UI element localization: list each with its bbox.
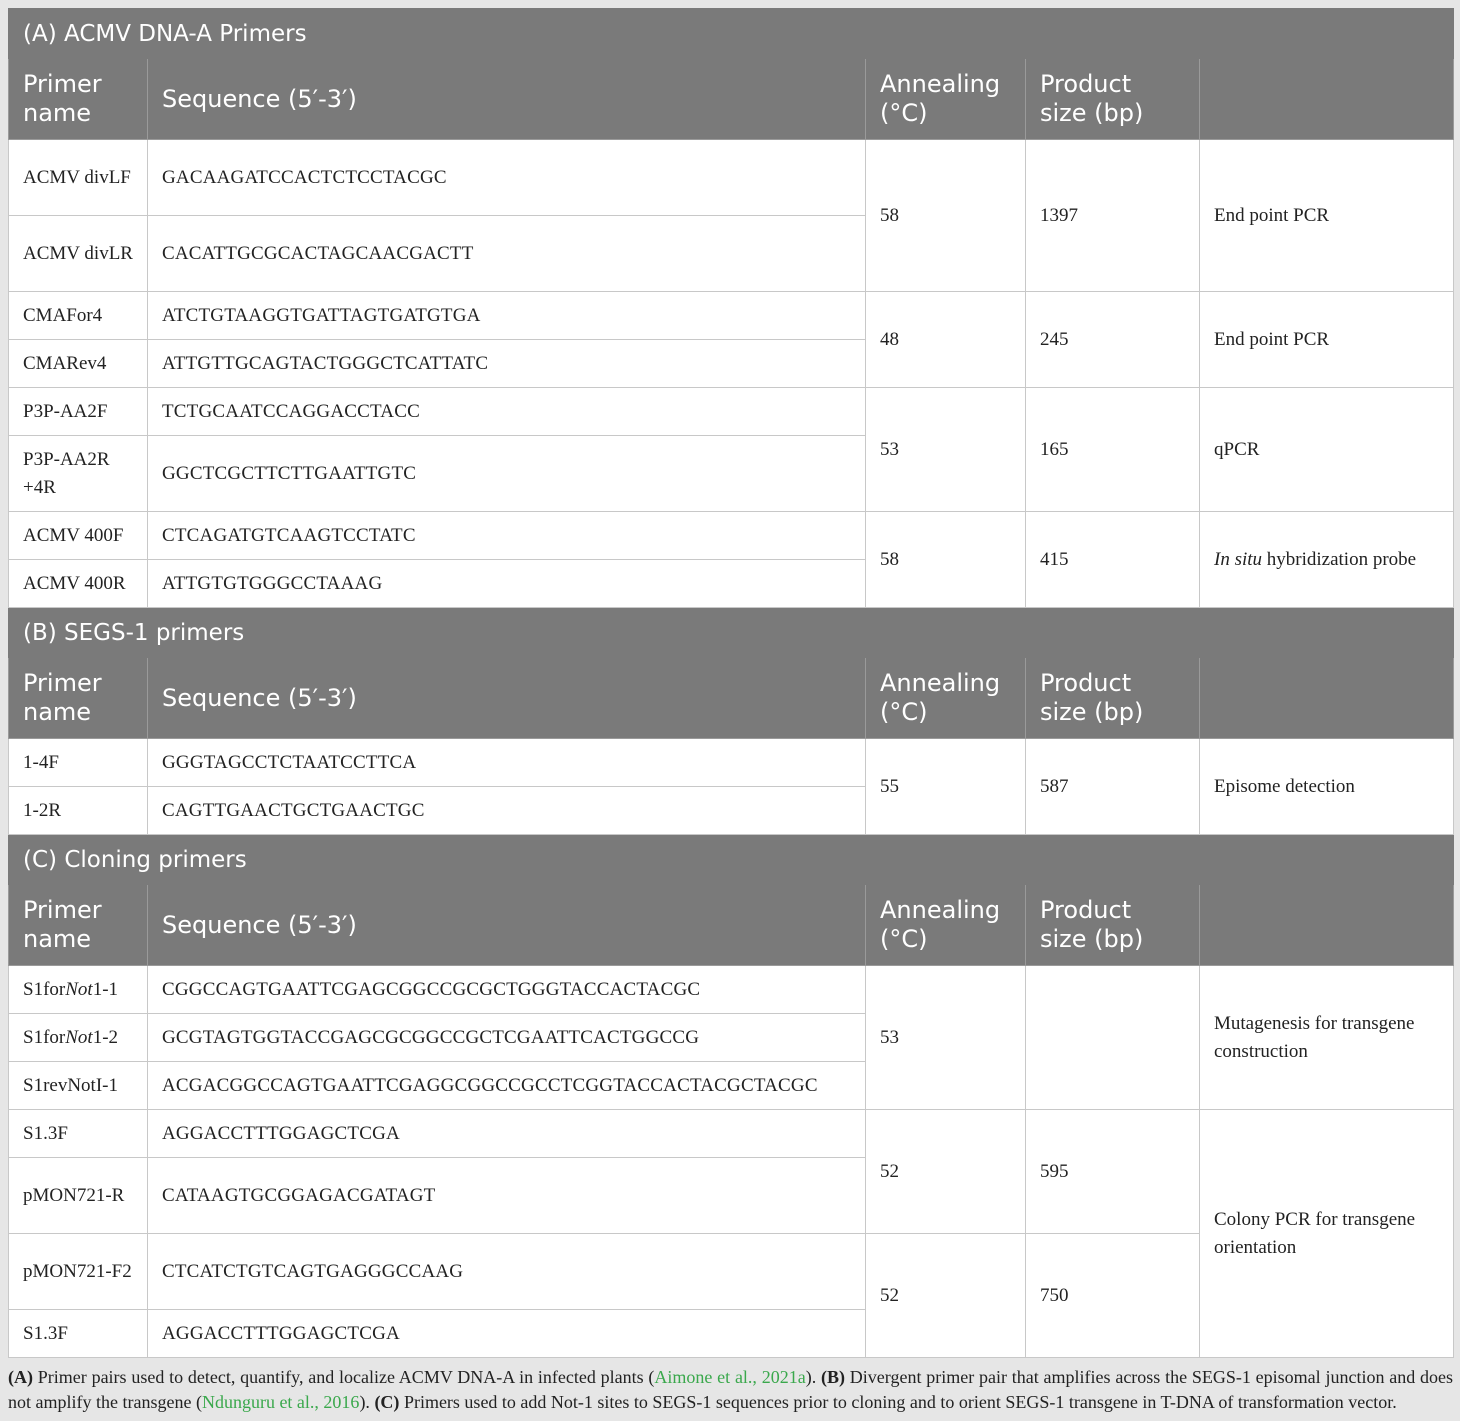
product-size: 245 xyxy=(1026,292,1200,388)
header-annealing: Annealing (°C) xyxy=(866,658,1026,739)
section-title: (C) Cloning primers xyxy=(9,835,1454,885)
header-annealing: Annealing (°C) xyxy=(866,59,1026,140)
annealing-temp: 58 xyxy=(866,140,1026,292)
header-use xyxy=(1200,658,1454,739)
table-row xyxy=(9,292,1454,340)
primer-use: Episome detection xyxy=(1200,739,1454,835)
primer-use-text: hybridization probe xyxy=(1266,548,1417,570)
table-row xyxy=(9,388,1454,436)
header-product-size: Product size (bp) xyxy=(1026,658,1200,739)
primer-sequence: ATTGTTGCAGTACTGGGCTCATTATC xyxy=(148,340,866,388)
header-use xyxy=(1200,59,1454,140)
primer-sequence: CTCAGATGTCAAGTCCTATC xyxy=(148,512,866,560)
header-primer-name: Primer name xyxy=(9,885,148,966)
product-size: 1397 xyxy=(1026,140,1200,292)
product-size: 415 xyxy=(1026,512,1200,608)
footnote-text: Primer pairs used to detect, quantify, and localize ACMV DNA-A in infected plants ( xyxy=(33,1367,655,1387)
primer-use: Colony PCR for transgene orientation xyxy=(1200,1110,1454,1358)
primer-name: P3P-AA2R +4R xyxy=(9,436,148,512)
primer-sequence: AGGACCTTTGGAGCTCGA xyxy=(148,1310,866,1358)
product-size: 165 xyxy=(1026,388,1200,512)
header-sequence: Sequence (5′-3′) xyxy=(148,885,866,966)
annealing-temp: 48 xyxy=(866,292,1026,388)
primer-sequence: GACAAGATCCACTCTCCTACGC xyxy=(148,140,866,216)
primer-name: ACMV divLF xyxy=(9,140,148,216)
primer-use: qPCR xyxy=(1200,388,1454,512)
primer-name-italic: Not xyxy=(65,1026,93,1048)
footnote-text: Divergent primer pair that amplifies across the SEGS-1 episomal junction and does not amplify the transgene ( xyxy=(8,1367,1454,1412)
primer-name: pMON721-F2 xyxy=(9,1234,148,1310)
primer-sequence: CATAAGTGCGGAGACGATAGT xyxy=(148,1158,866,1234)
footnote-label: (A) xyxy=(8,1367,33,1387)
table-footnote xyxy=(8,1365,1453,1415)
header-use xyxy=(1200,885,1454,966)
primer-name: 1-2R xyxy=(9,787,148,835)
table-row xyxy=(9,140,1454,216)
primer-name: CMAFor4 xyxy=(9,292,148,340)
primer-name-italic: Not xyxy=(65,978,93,1000)
primer-name: ACMV 400F xyxy=(9,512,148,560)
section-c-title-row xyxy=(9,835,1454,885)
header-primer-name: Primer name xyxy=(9,658,148,739)
annealing-temp: 52 xyxy=(866,1110,1026,1234)
primer-sequence: GCGTAGTGGTACCGAGCGCGGCCGCTCGAATTCACTGGCCG xyxy=(148,1014,866,1062)
primer-sequence: ACGACGGCCAGTGAATTCGAGGCGGCCGCCTCGGTACCACTACGCTACGC xyxy=(148,1062,866,1110)
column-header-row xyxy=(9,658,1454,739)
primer-name: CMARev4 xyxy=(9,340,148,388)
primer-name: ACMV 400R xyxy=(9,560,148,608)
section-title: (A) ACMV DNA-A Primers xyxy=(9,9,1454,59)
header-sequence: Sequence (5′-3′) xyxy=(148,59,866,140)
primer-sequence: GGGTAGCCTCTAATCCTTCA xyxy=(148,739,866,787)
annealing-temp: 53 xyxy=(866,966,1026,1110)
header-annealing: Annealing (°C) xyxy=(866,885,1026,966)
header-product-size: Product size (bp) xyxy=(1026,59,1200,140)
primer-use xyxy=(1200,512,1454,608)
annealing-temp: 53 xyxy=(866,388,1026,512)
primer-name: ACMV divLR xyxy=(9,216,148,292)
footnote-text: ). xyxy=(359,1392,375,1412)
column-header-row xyxy=(9,885,1454,966)
product-size: 750 xyxy=(1026,1234,1200,1358)
header-sequence: Sequence (5′-3′) xyxy=(148,658,866,739)
table-row xyxy=(9,1110,1454,1158)
table-row xyxy=(9,966,1454,1014)
annealing-temp: 52 xyxy=(866,1234,1026,1358)
primer-sequence: ATTGTGTGGGCCTAAAG xyxy=(148,560,866,608)
primer-sequence: CACATTGCGCACTAGCAACGACTT xyxy=(148,216,866,292)
annealing-temp: 58 xyxy=(866,512,1026,608)
primer-use-italic: In situ xyxy=(1214,548,1263,570)
product-size: 587 xyxy=(1026,739,1200,835)
primer-sequence: AGGACCTTTGGAGCTCGA xyxy=(148,1110,866,1158)
annealing-temp: 55 xyxy=(866,739,1026,835)
primer-sequence: ATCTGTAAGGTGATTAGTGATGTGA xyxy=(148,292,866,340)
footnote-text: ). xyxy=(805,1367,822,1387)
primer-name: pMON721-R xyxy=(9,1158,148,1234)
primer-name: 1-4F xyxy=(9,739,148,787)
primer-name: S1revNotI-1 xyxy=(9,1062,148,1110)
reference-link[interactable]: Aimone et al., 2021a xyxy=(654,1367,806,1387)
primer-use: Mutagenesis for transgene construction xyxy=(1200,966,1454,1110)
section-title: (B) SEGS-1 primers xyxy=(9,608,1454,658)
product-size xyxy=(1026,966,1200,1110)
footnote-text: Primers used to add Not-1 sites to SEGS-1 sequences prior to cloning and to orient SEGS-1 transgene in T-DNA of transformation vector. xyxy=(399,1392,1397,1412)
primer-name-part: 1-2 xyxy=(92,1026,119,1048)
footnote-label: (C) xyxy=(374,1392,400,1412)
primer-sequence: GGCTCGCTTCTTGAATTGTC xyxy=(148,436,866,512)
primer-name: S1.3F xyxy=(9,1310,148,1358)
primer-sequence: CAGTTGAACTGCTGAACTGC xyxy=(148,787,866,835)
reference-link[interactable]: Ndunguru et al., 2016 xyxy=(201,1392,360,1412)
primer-name xyxy=(9,966,148,1014)
primer-sequence: CTCATCTGTCAGTGAGGGCCAAG xyxy=(148,1234,866,1310)
section-a-title-row xyxy=(9,9,1454,59)
section-b-title-row xyxy=(9,608,1454,658)
primer-name: S1.3F xyxy=(9,1110,148,1158)
primer-name-part: 1-1 xyxy=(92,978,119,1000)
primer-name: P3P-AA2F xyxy=(9,388,148,436)
column-header-row xyxy=(9,59,1454,140)
primer-name xyxy=(9,1014,148,1062)
primer-sequence: TCTGCAATCCAGGACCTACC xyxy=(148,388,866,436)
table-row xyxy=(9,739,1454,787)
header-product-size: Product size (bp) xyxy=(1026,885,1200,966)
primer-use: End point PCR xyxy=(1200,292,1454,388)
primer-sequence: CGGCCAGTGAATTCGAGCGGCCGCGCTGGGTACCACTACGC xyxy=(148,966,866,1014)
primer-table xyxy=(8,8,1454,1358)
primer-name-part: S1for xyxy=(23,1026,66,1048)
product-size: 595 xyxy=(1026,1110,1200,1234)
primer-name-part: S1for xyxy=(23,978,66,1000)
footnote-label: (B) xyxy=(821,1367,846,1387)
header-primer-name: Primer name xyxy=(9,59,148,140)
table-row xyxy=(9,512,1454,560)
primer-use: End point PCR xyxy=(1200,140,1454,292)
